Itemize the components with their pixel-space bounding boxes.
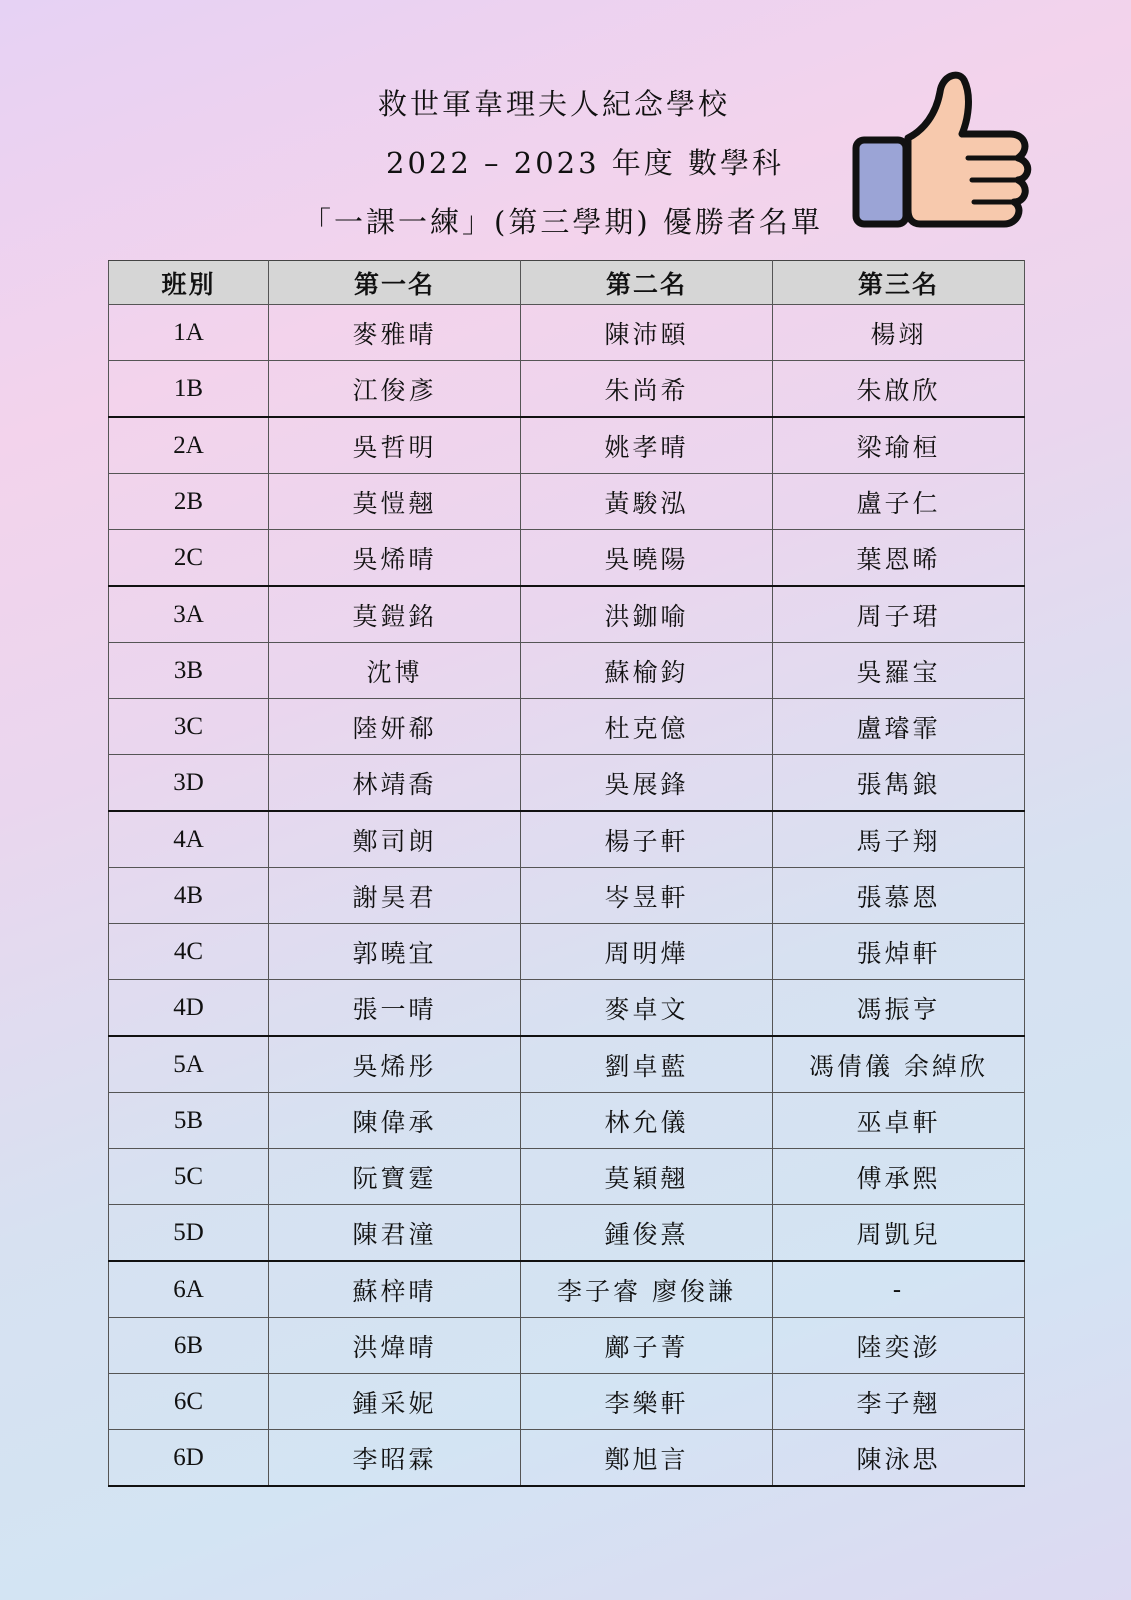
table-row bbox=[109, 1036, 1025, 1093]
table-row bbox=[109, 755, 1025, 812]
third-place-cell: 楊翊 bbox=[773, 305, 1025, 361]
class-cell: 2A bbox=[109, 417, 269, 474]
first-place-cell: 張一晴 bbox=[269, 980, 521, 1037]
class-cell: 5B bbox=[109, 1093, 269, 1149]
second-place-cell: 吳曉陽 bbox=[521, 530, 773, 587]
second-place-cell: 楊子軒 bbox=[521, 811, 773, 868]
class-cell: 4C bbox=[109, 924, 269, 980]
table-row bbox=[109, 417, 1025, 474]
first-place-cell: 麥雅晴 bbox=[269, 305, 521, 361]
third-place-cell: 傅承熙 bbox=[773, 1149, 1025, 1205]
first-place-cell: 林靖喬 bbox=[269, 755, 521, 812]
third-place-cell: 梁瑜桓 bbox=[773, 417, 1025, 474]
first-place-cell: 謝昊君 bbox=[269, 868, 521, 924]
first-place-cell: 吳哲明 bbox=[269, 417, 521, 474]
first-place-cell: 李昭霖 bbox=[269, 1430, 521, 1487]
second-place-cell: 朱尚希 bbox=[521, 361, 773, 418]
third-place-cell: 周子珺 bbox=[773, 586, 1025, 643]
first-place-cell: 蘇梓晴 bbox=[269, 1261, 521, 1318]
class-cell: 6B bbox=[109, 1318, 269, 1374]
second-place-cell: 鍾俊熹 bbox=[521, 1205, 773, 1262]
class-cell: 1B bbox=[109, 361, 269, 418]
table-row bbox=[109, 868, 1025, 924]
second-place-cell: 劉卓藍 bbox=[521, 1036, 773, 1093]
third-place-cell: 陸奕澎 bbox=[773, 1318, 1025, 1374]
second-place-cell: 杜克億 bbox=[521, 699, 773, 755]
class-cell: 5D bbox=[109, 1205, 269, 1262]
class-cell: 3D bbox=[109, 755, 269, 812]
second-place-cell: 林允儀 bbox=[521, 1093, 773, 1149]
first-place-cell: 沈博 bbox=[269, 643, 521, 699]
first-place-cell: 陸妍郗 bbox=[269, 699, 521, 755]
second-place-cell: 陳沛頤 bbox=[521, 305, 773, 361]
table-row bbox=[109, 811, 1025, 868]
third-place-cell: 周凱兒 bbox=[773, 1205, 1025, 1262]
class-cell: 2B bbox=[109, 474, 269, 530]
table-row bbox=[109, 530, 1025, 587]
class-cell: 6D bbox=[109, 1430, 269, 1487]
table-row bbox=[109, 643, 1025, 699]
second-place-cell: 鄺子菁 bbox=[521, 1318, 773, 1374]
table-row bbox=[109, 980, 1025, 1037]
table-row bbox=[109, 1318, 1025, 1374]
school-name: 救世軍韋理夫人紀念學校 bbox=[378, 87, 731, 121]
table-row bbox=[109, 1205, 1025, 1262]
third-place-cell: 馬子翔 bbox=[773, 811, 1025, 868]
second-place-cell: 洪鉫喻 bbox=[521, 586, 773, 643]
header-first: 第一名 bbox=[269, 261, 521, 305]
first-place-cell: 莫鎧銘 bbox=[269, 586, 521, 643]
first-place-cell: 阮寶霆 bbox=[269, 1149, 521, 1205]
second-place-cell: 岑昱軒 bbox=[521, 868, 773, 924]
third-place-cell: 盧子仁 bbox=[773, 474, 1025, 530]
first-place-cell: 江俊彥 bbox=[269, 361, 521, 418]
class-cell: 4D bbox=[109, 980, 269, 1037]
class-cell: 3C bbox=[109, 699, 269, 755]
header-class: 班別 bbox=[109, 261, 269, 305]
thumbs-up-icon bbox=[850, 68, 1038, 236]
third-place-cell: 吳羅宝 bbox=[773, 643, 1025, 699]
second-place-cell: 周明燁 bbox=[521, 924, 773, 980]
third-place-cell: 盧璿霏 bbox=[773, 699, 1025, 755]
third-place-cell: 陳泳思 bbox=[773, 1430, 1025, 1487]
table-row bbox=[109, 474, 1025, 530]
class-cell: 6A bbox=[109, 1261, 269, 1318]
second-place-cell: 姚孝晴 bbox=[521, 417, 773, 474]
table-row bbox=[109, 924, 1025, 980]
third-place-cell: 張慕恩 bbox=[773, 868, 1025, 924]
second-place-cell: 蘇榆鈞 bbox=[521, 643, 773, 699]
second-place-cell: 黃駿泓 bbox=[521, 474, 773, 530]
first-place-cell: 吳烯彤 bbox=[269, 1036, 521, 1093]
table-row bbox=[109, 1093, 1025, 1149]
third-place-cell: 張雋鋃 bbox=[773, 755, 1025, 812]
class-cell: 1A bbox=[109, 305, 269, 361]
third-place-cell: 朱啟欣 bbox=[773, 361, 1025, 418]
class-cell: 3B bbox=[109, 643, 269, 699]
first-place-cell: 莫愷翹 bbox=[269, 474, 521, 530]
table-row bbox=[109, 699, 1025, 755]
document-subtitle: 「一課一練」(第三學期) 優勝者名單 bbox=[302, 205, 823, 239]
table-row bbox=[109, 1149, 1025, 1205]
table-row bbox=[109, 1374, 1025, 1430]
third-place-cell: - bbox=[773, 1261, 1025, 1318]
third-place-cell: 張焯軒 bbox=[773, 924, 1025, 980]
class-cell: 5C bbox=[109, 1149, 269, 1205]
first-place-cell: 鍾采妮 bbox=[269, 1374, 521, 1430]
third-place-cell: 李子翹 bbox=[773, 1374, 1025, 1430]
third-place-cell: 馮倩儀 余綽欣 bbox=[773, 1036, 1025, 1093]
table-row bbox=[109, 305, 1025, 361]
table-row bbox=[109, 1430, 1025, 1487]
class-cell: 5A bbox=[109, 1036, 269, 1093]
header-third: 第三名 bbox=[773, 261, 1025, 305]
year-subject: 2022 – 2023 年度 數學科 bbox=[386, 146, 784, 180]
table-row bbox=[109, 361, 1025, 418]
second-place-cell: 吳展鋒 bbox=[521, 755, 773, 812]
first-place-cell: 吳烯晴 bbox=[269, 530, 521, 587]
first-place-cell: 陳偉承 bbox=[269, 1093, 521, 1149]
third-place-cell: 馮振亨 bbox=[773, 980, 1025, 1037]
class-cell: 4B bbox=[109, 868, 269, 924]
class-cell: 3A bbox=[109, 586, 269, 643]
first-place-cell: 洪煒晴 bbox=[269, 1318, 521, 1374]
third-place-cell: 葉恩晞 bbox=[773, 530, 1025, 587]
second-place-cell: 鄭旭言 bbox=[521, 1430, 773, 1487]
third-place-cell: 巫卓軒 bbox=[773, 1093, 1025, 1149]
table-row bbox=[109, 586, 1025, 643]
class-cell: 4A bbox=[109, 811, 269, 868]
second-place-cell: 麥卓文 bbox=[521, 980, 773, 1037]
first-place-cell: 鄭司朗 bbox=[269, 811, 521, 868]
winners-table bbox=[108, 260, 1025, 1487]
table-header-row bbox=[109, 261, 1025, 305]
class-cell: 6C bbox=[109, 1374, 269, 1430]
table-row bbox=[109, 1261, 1025, 1318]
second-place-cell: 李子睿 廖俊謙 bbox=[521, 1261, 773, 1318]
header-second: 第二名 bbox=[521, 261, 773, 305]
first-place-cell: 郭曉宜 bbox=[269, 924, 521, 980]
second-place-cell: 李樂軒 bbox=[521, 1374, 773, 1430]
first-place-cell: 陳君潼 bbox=[269, 1205, 521, 1262]
class-cell: 2C bbox=[109, 530, 269, 587]
second-place-cell: 莫穎翹 bbox=[521, 1149, 773, 1205]
